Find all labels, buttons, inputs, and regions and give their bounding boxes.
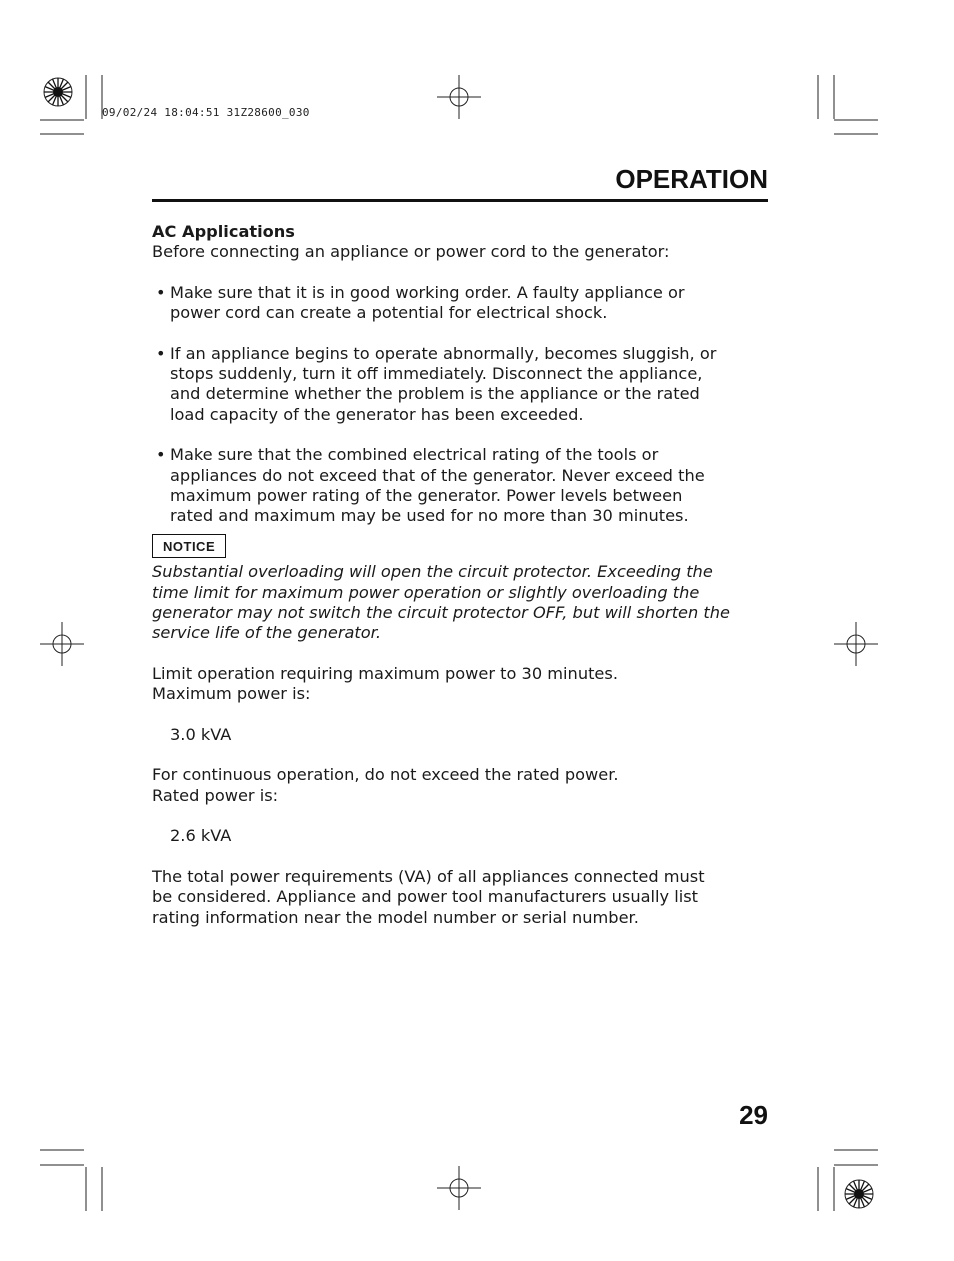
bullet-item [152, 445, 772, 526]
bullet-line: and determine whether the problem is the appliance or the rated [170, 384, 700, 404]
page-number: 29 [739, 1100, 768, 1130]
bullet-symbol: • [156, 343, 166, 363]
section-heading: AC Applications [152, 222, 295, 241]
bullet-line: Make sure that it is in good working order. A faulty appliance or [170, 282, 685, 302]
intro-text: Before connecting an appliance or power cord to the generator: [152, 242, 670, 262]
notice-badge [152, 534, 226, 558]
closing-line: be considered. Appliance and power tool manufacturers usually list [152, 887, 699, 907]
bullet-line: stops suddenly, turn it off immediately. Disconnect the appliance, [170, 364, 703, 384]
bullet-line: maximum power rating of the generator. Power levels between [170, 485, 683, 505]
rated-power-text: For continuous operation, do not exceed the rated power. [152, 765, 619, 785]
bullet-line: If an appliance begins to operate abnormally, becomes sluggish, or [170, 343, 717, 363]
title-rule [152, 199, 768, 202]
closing-line: rating information near the model number or serial number. [152, 907, 639, 927]
max-power-text: Limit operation requiring maximum power to 30 minutes. [152, 663, 618, 683]
notice-label: NOTICE [163, 539, 216, 555]
print-timestamp: 09/02/24 18:04:51 31Z28600_030 [102, 106, 310, 119]
closing-line: The total power requirements (VA) of all appliances connected must [152, 866, 705, 886]
bullet-line: appliances do not exceed that of the generator. Never exceed the [170, 465, 705, 485]
bullet-item [152, 283, 772, 324]
rated-power-label: Rated power is: [152, 785, 279, 805]
bullet-line: load capacity of the generator has been exceeded. [170, 404, 584, 424]
bullet-item [152, 344, 772, 425]
notice-text [152, 562, 772, 643]
notice-line: generator may not switch the circuit protector OFF, but will shorten the [152, 603, 730, 623]
max-power-label: Maximum power is: [152, 684, 311, 704]
page-content [152, 222, 772, 928]
notice-line: service life of the generator. [152, 623, 381, 643]
bullet-line: Make sure that the combined electrical rating of the tools or [170, 445, 659, 465]
notice-line: time limit for maximum power operation or slightly overloading the [152, 582, 700, 602]
bullet-symbol: • [156, 282, 166, 302]
bullet-line: rated and maximum may be used for no more than 30 minutes. [170, 506, 689, 526]
notice-line: Substantial overloading will open the circuit protector. Exceeding the [152, 562, 713, 582]
bullet-line: power cord can create a potential for electrical shock. [170, 303, 608, 323]
bullet-symbol: • [156, 445, 166, 465]
section-title: OPERATION [615, 164, 768, 194]
rated-power-value: 2.6 kVA [170, 826, 232, 846]
max-power-value: 3.0 kVA [170, 724, 232, 744]
